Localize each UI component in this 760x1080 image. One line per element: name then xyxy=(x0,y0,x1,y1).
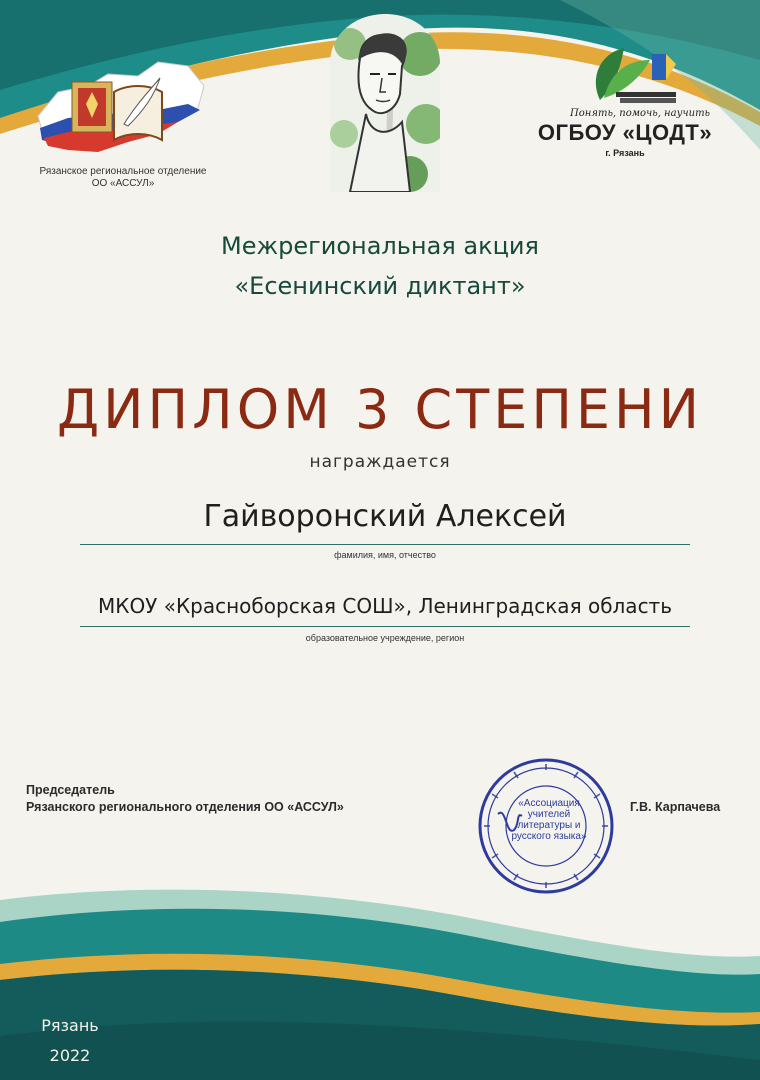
codt-logo xyxy=(520,40,740,170)
yesenin-portrait-icon xyxy=(330,14,440,192)
codt-city: г. Рязань xyxy=(605,148,645,158)
codt-motto: Понять, помочь, научить xyxy=(570,108,710,119)
diploma-title: ДИПЛОМ 3 СТЕПЕНИ xyxy=(56,378,704,441)
yesenin-portrait xyxy=(330,14,440,192)
recipient-name: Гайворонский Алексей xyxy=(80,494,690,545)
bottom-swoosh-decoration xyxy=(0,860,760,1080)
assul-logo xyxy=(28,52,218,202)
event-line1: Межрегиональная акция xyxy=(221,232,539,260)
assul-caption-line2: ОО «АССУЛ» xyxy=(91,178,155,189)
signature-role-line2: Рязанского регионального отделения ОО «АССУЛ» xyxy=(26,800,344,814)
awarded-label: награждается xyxy=(309,452,451,472)
assul-caption-line1: Рязанское региональное отделение xyxy=(39,166,207,177)
codt-name: ОГБОУ «ЦОДТ» xyxy=(537,120,713,145)
recipient-institution: МКОУ «Красноборская СОШ», Ленинградская область xyxy=(80,588,690,627)
footer-year: 2022 xyxy=(49,1046,91,1065)
signature-role-line1: Председатель xyxy=(26,783,115,797)
leaves-books-icon xyxy=(580,40,680,110)
russia-map-book-icon xyxy=(28,52,218,162)
event-line2: «Есенинский диктант» xyxy=(234,272,526,300)
assul-logo-caption xyxy=(28,166,218,190)
recipient-name-hint: фамилия, имя, отчество xyxy=(334,550,436,560)
stamp-center-text: «Ассоциация учителей литературы и русского языка» xyxy=(511,798,587,842)
recipient-institution-hint: образовательное учреждение, регион xyxy=(305,633,465,643)
signer-name: Г.В. Карпачева xyxy=(630,800,721,814)
footer-city: Рязань xyxy=(41,1016,99,1035)
signature-role xyxy=(26,782,406,816)
official-stamp xyxy=(476,756,616,896)
